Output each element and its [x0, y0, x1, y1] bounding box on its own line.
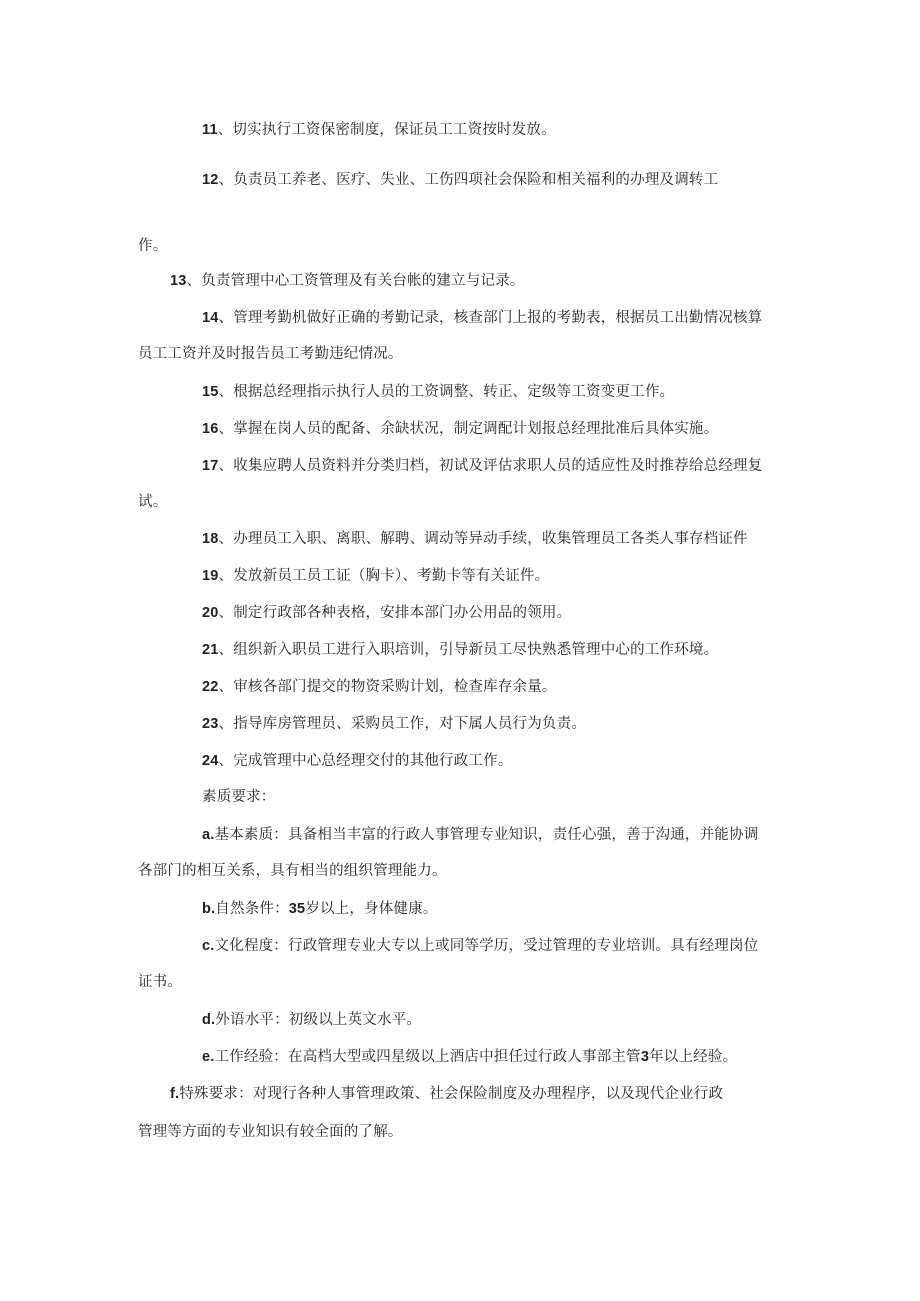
requirement-a-continuation: 各部门的相互关系，具有相当的组织管理能力。	[138, 863, 447, 879]
item-12	[202, 170, 718, 190]
item-19	[202, 566, 549, 586]
item-number: 21	[202, 642, 219, 658]
item-text: 、切实执行工资保密制度，保证员工工资按时发放。	[217, 122, 556, 138]
item-number: 19	[202, 568, 219, 584]
item-14-continuation: 员工工资并及时报告员工考勤违纪情况。	[138, 346, 403, 362]
item-text: 、审核各部门提交的物资采购计划，检查库存余量。	[218, 679, 557, 695]
age-number: 35	[288, 901, 306, 917]
item-text: 、发放新员工员工证（胸卡）、考勤卡等有关证件。	[218, 568, 550, 584]
item-13	[170, 271, 525, 291]
item-letter: e.	[202, 1049, 215, 1065]
item-text: 、收集应聘人员资料并分类归档，初试及评估求职人员的适应性及时推荐给总经理复	[218, 458, 763, 474]
item-number: 14	[202, 310, 219, 326]
item-text: 文化程度：行政管理专业大专以上或同等学历，受过管理的专业培训。具有经理岗位	[214, 938, 759, 954]
item-text: 特殊要求：对现行各种人事管理政策、社会保险制度及办理程序，以及现代企业行政	[179, 1086, 724, 1102]
item-text: 、负责管理中心工资管理及有关台帐的建立与记录。	[186, 273, 525, 289]
item-text: 、掌握在岗人员的配备、余缺状况，制定调配计划报总经理批准后具体实施。	[218, 421, 719, 437]
item-20	[202, 603, 571, 623]
item-22	[202, 677, 557, 697]
requirement-a	[202, 825, 758, 845]
requirement-c-continuation: 证书。	[138, 974, 183, 990]
item-text-2: 岁以上，身体健康。	[305, 901, 438, 917]
item-text: 、负责员工养老、医疗、失业、工伤四项社会保险和相关福利的办理及调转工	[218, 172, 719, 188]
item-23	[202, 714, 586, 734]
item-text: 工作经验：在高档大型或四星级以上酒店中担任过行政人事部主管	[214, 1049, 641, 1065]
requirement-f-continuation: 管理等方面的专业知识有较全面的了解。	[138, 1124, 403, 1140]
item-number: 16	[202, 421, 219, 437]
requirement-b	[202, 899, 438, 919]
item-letter: a.	[202, 827, 215, 843]
item-11	[202, 120, 556, 140]
item-21	[202, 640, 718, 660]
item-text-2: 年以上经验。	[649, 1049, 738, 1065]
item-text: 、管理考勤机做好正确的考勤记录，核查部门上报的考勤表，根据员工出勤情况核算	[218, 310, 763, 326]
item-12-continuation: 作。	[138, 238, 168, 254]
item-letter: b.	[202, 901, 216, 917]
item-16	[202, 419, 718, 439]
item-number: 12	[202, 172, 219, 188]
requirement-e	[202, 1047, 737, 1067]
item-text: 基本素质：具备相当丰富的行政人事管理专业知识，责任心强，善于沟通，并能协调	[214, 827, 759, 843]
requirement-d	[202, 1010, 421, 1030]
item-number: 22	[202, 679, 219, 695]
item-number: 17	[202, 458, 219, 474]
item-number: 23	[202, 716, 219, 732]
item-number: 15	[202, 384, 219, 400]
item-letter: c.	[202, 938, 215, 954]
item-text: 、组织新入职员工进行入职培训，引导新员工尽快熟悉管理中心的工作环境。	[218, 642, 719, 658]
item-text: 外语水平：初级以上英文水平。	[215, 1012, 422, 1028]
section-heading-quality-requirements: 素质要求：	[202, 789, 276, 805]
item-15	[202, 382, 674, 402]
item-24	[202, 751, 513, 771]
item-text: 、制定行政部各种表格，安排本部门办公用品的领用。	[218, 605, 572, 621]
item-number: 11	[202, 122, 218, 138]
item-17-continuation: 试。	[138, 494, 168, 510]
requirement-f	[170, 1084, 723, 1104]
item-14	[202, 308, 762, 328]
item-text: 、指导库房管理员、采购员工作，对下属人员行为负责。	[218, 716, 587, 732]
years-number: 3	[640, 1049, 650, 1065]
item-text: 、完成管理中心总经理交付的其他行政工作。	[218, 753, 513, 769]
item-number: 18	[202, 531, 219, 547]
item-text: 自然条件：	[215, 901, 289, 917]
requirement-c	[202, 936, 758, 956]
item-number: 24	[202, 753, 219, 769]
item-number: 20	[202, 605, 219, 621]
item-text: 、根据总经理指示执行人员的工资调整、转正、定级等工资变更工作。	[218, 384, 675, 400]
item-number: 13	[170, 273, 187, 289]
item-letter: f.	[170, 1086, 180, 1102]
item-text: 、办理员工入职、离职、解聘、调动等异动手续，收集管理员工各类人事存档证件	[218, 531, 748, 547]
item-letter: d.	[202, 1012, 216, 1028]
item-17	[202, 456, 762, 476]
item-18	[202, 529, 748, 549]
